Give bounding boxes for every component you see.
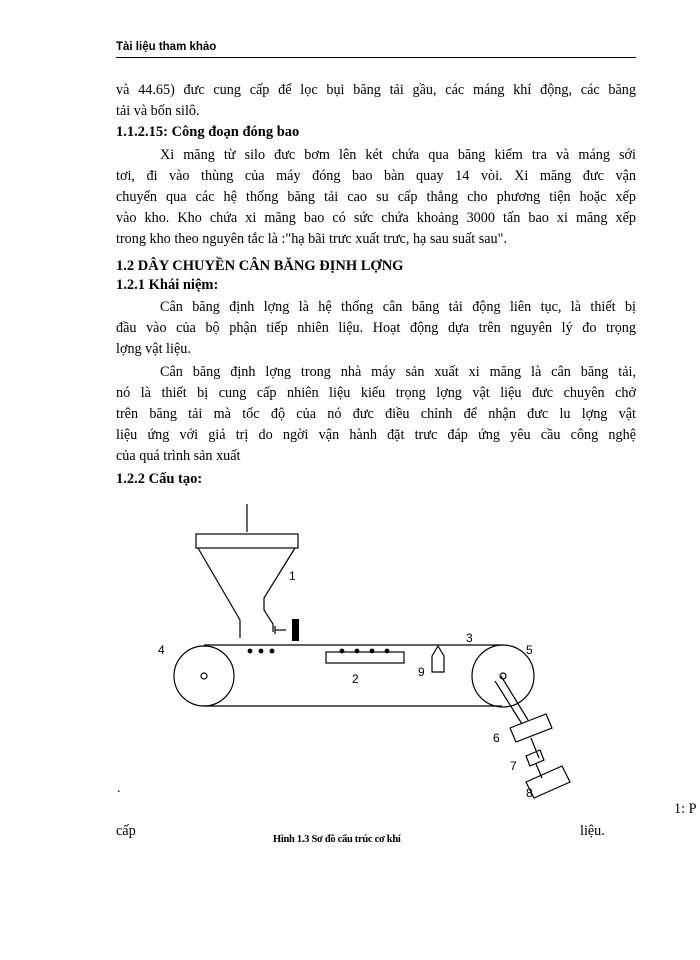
paragraph-line: vào kho. Kho chứa xi măng bao có sức chứa khoảng 3000 tấn bao xi măng xếp bbox=[116, 210, 636, 226]
paragraph-line: và 44.65) đưc cung cấp để lọc bụi băng tải gầu, các máng khí động, các băng bbox=[116, 82, 636, 98]
paragraph-line: Cân băng định lợng là hệ thống cân băng tải động liên tục, là thiết bị bbox=[160, 299, 636, 315]
material-dot bbox=[270, 649, 275, 654]
header-rule bbox=[116, 57, 636, 58]
section-heading-1-2-2: 1.2.2 Cấu tạo: bbox=[116, 471, 203, 487]
paragraph-line: trong kho theo nguyên tắc là :"hạ bãi trưc xuất trưc, hạ sau suất sau". bbox=[116, 231, 507, 247]
paragraph-line: Cân băng định lợng trong nhà máy sản xuất xi măng là cân băng tải, bbox=[160, 364, 636, 380]
hopper-top bbox=[196, 534, 298, 548]
label-3: 3 bbox=[466, 631, 473, 645]
material-dot bbox=[355, 649, 360, 654]
hopper-right-wall bbox=[264, 548, 295, 632]
paragraph-line: nó là thiết bị cung cấp nhiên liệu kiểu trọng lợng vật liệu đưc chuyên chở bbox=[116, 385, 636, 401]
paragraph-line: của quá trình sản xuất bbox=[116, 448, 241, 464]
paragraph-line: tải và bốn silô. bbox=[116, 103, 200, 119]
limit-switch bbox=[292, 619, 299, 641]
material-dot bbox=[385, 649, 390, 654]
paragraph-3 bbox=[116, 297, 636, 360]
paragraph-line: trên băng tải mà tốc độ của nó đưc điều chỉnh để nhận đưc lu lợng vật bbox=[116, 406, 636, 422]
paragraph-line: lợng vật liệu. bbox=[116, 341, 191, 357]
fragment-right: liệu. bbox=[580, 823, 605, 839]
label-9: 9 bbox=[418, 665, 425, 679]
material-dot bbox=[248, 649, 253, 654]
hopper-left-wall bbox=[198, 548, 240, 638]
pulley-right bbox=[472, 645, 534, 707]
material-dot bbox=[340, 649, 345, 654]
figure-caption: Hình 1.3 Sơ đồ cấu trúc cơ khí bbox=[273, 834, 401, 845]
section-heading-1-2-1: 1.2.1 Khái niệm: bbox=[116, 277, 219, 293]
coupling bbox=[526, 750, 544, 766]
label-1: 1 bbox=[289, 569, 296, 583]
label-5: 5 bbox=[526, 643, 533, 657]
paragraph-line: tơi, đi vào thùng của máy đóng bao bàn quay 14 vòi. Xi măng đưc vận bbox=[116, 168, 636, 184]
gearbox bbox=[510, 714, 552, 742]
pulley-right-hub bbox=[500, 673, 506, 679]
shaft-segment bbox=[531, 738, 539, 758]
paragraph-1 bbox=[116, 80, 636, 122]
section-heading-1-2: 1.2 DÂY CHUYỀN CÂN BĂNG ĐỊNH LỢNG bbox=[116, 258, 404, 274]
stray-dot: . bbox=[117, 781, 121, 796]
paragraph-line: Xi măng từ silo đưc bơm lên két chứa qua băng kiểm tra và máng sới bbox=[160, 147, 636, 163]
speed-sensor bbox=[432, 646, 444, 672]
paragraph-line: đầu vào của bộ phận tiếp nhiên liệu. Hoạt động dựa trên nguyên lý đo trọng bbox=[116, 320, 636, 336]
fragment-left: cấp bbox=[116, 823, 136, 839]
page-header-title: Tài liệu tham khảo bbox=[116, 41, 217, 53]
material-dot bbox=[259, 649, 264, 654]
label-4: 4 bbox=[158, 643, 165, 657]
pulley-left bbox=[174, 646, 234, 706]
paragraph-line: liệu ứng với giá trị do ngời vận hành đặt trưc đáp ứng yêu cầu công nghệ bbox=[116, 427, 636, 443]
paragraph-4 bbox=[116, 362, 636, 467]
paragraph-2 bbox=[116, 145, 636, 250]
material-dot bbox=[370, 649, 375, 654]
label-7: 7 bbox=[510, 759, 517, 773]
pulley-left-hub bbox=[201, 673, 207, 679]
paragraph-line: chuyển qua các hệ thống băng tải cao su cấp thẳng cho phương tiện hoặc xếp bbox=[116, 189, 636, 205]
weigh-bridge bbox=[326, 652, 404, 663]
label-2: 2 bbox=[352, 672, 359, 686]
label-8: 8 bbox=[526, 786, 533, 800]
weighing-conveyor-diagram bbox=[150, 500, 590, 810]
label-6: 6 bbox=[493, 731, 500, 745]
section-heading-1-1-2-15: 1.1.2.15: Công đoạn đóng bao bbox=[116, 124, 300, 140]
cut-off-reference: 1: P bbox=[674, 801, 697, 817]
